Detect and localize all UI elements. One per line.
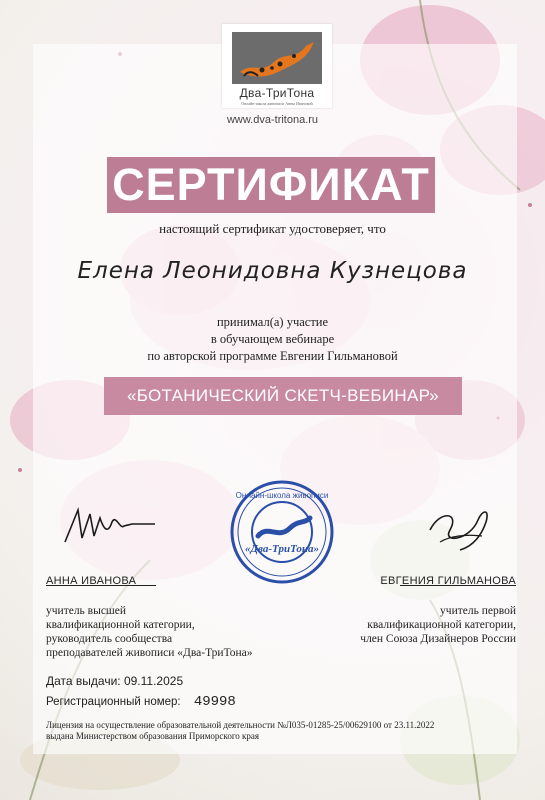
issue-date [46,674,183,688]
registration-number [46,694,236,710]
stamp-center-text: «Два-ТриТона» [244,543,320,555]
license-line: выдана Министерством образования Приморского края [46,731,260,741]
body-line: по авторской программе Евгении Гильмановой [147,349,398,363]
body-line: в обучающем вебинаре [210,332,335,346]
role-line: учитель высшей [46,605,127,617]
logo-name: Два-ТриТона [239,86,315,100]
signatory-right-role [286,604,516,646]
school-stamp [228,478,336,586]
certificate-body [0,314,545,365]
issue-date-value: 09.11.2025 [123,674,184,688]
course-title: «БОТАНИЧЕСКИЙ СКЕТЧ-ВЕБИНАР» [126,386,440,405]
role-line: преподавателей живописи «Два-ТриТона» [46,647,253,659]
title-band [107,157,435,213]
role-line: квалификационной категории, [46,619,195,631]
recipient-name: Елена Леонидовна Кузнецова [77,258,468,284]
signature-left [60,500,160,550]
role-line: член Союза Дизайнеров России [360,633,516,645]
body-line: принимал(а) участие [216,315,329,329]
license-line: Лицензия на осуществление образовательной деятельности №Л035-01285-25/00629100 от 23.11.2022 [46,720,435,730]
registration-label: Регистрационный номер: [46,696,181,708]
site-url[interactable]: www.dva-tritona.ru [226,114,319,126]
certificate-title: СЕРТИФИКАТ [112,159,430,210]
stamp-ring-text: Онлайн-школа живописи [235,491,329,500]
role-line: учитель первой [440,605,516,617]
certificate-subtitle: настоящий сертификат удостоверяет, что [159,221,386,236]
signatory-left-role [46,604,276,660]
role-line: руководитель сообщества [46,633,173,645]
logo-tagline: Онлайн-школа живописи Анны Ивановой [241,101,313,106]
logo-backdrop [232,32,322,84]
signatory-left-name: АННА ИВАНОВА [46,575,137,587]
signatory-right-name: ЕВГЕНИЯ ГИЛЬМАНОВА [380,575,516,587]
role-line: квалификационной категории, [367,619,516,631]
signature-right [420,500,500,555]
issue-date-label: Дата выдачи: [46,674,121,688]
registration-value: 49998 [193,694,236,710]
license-info [46,720,516,742]
salamander-icon [232,32,322,84]
school-logo [222,24,332,108]
course-band [104,377,462,415]
